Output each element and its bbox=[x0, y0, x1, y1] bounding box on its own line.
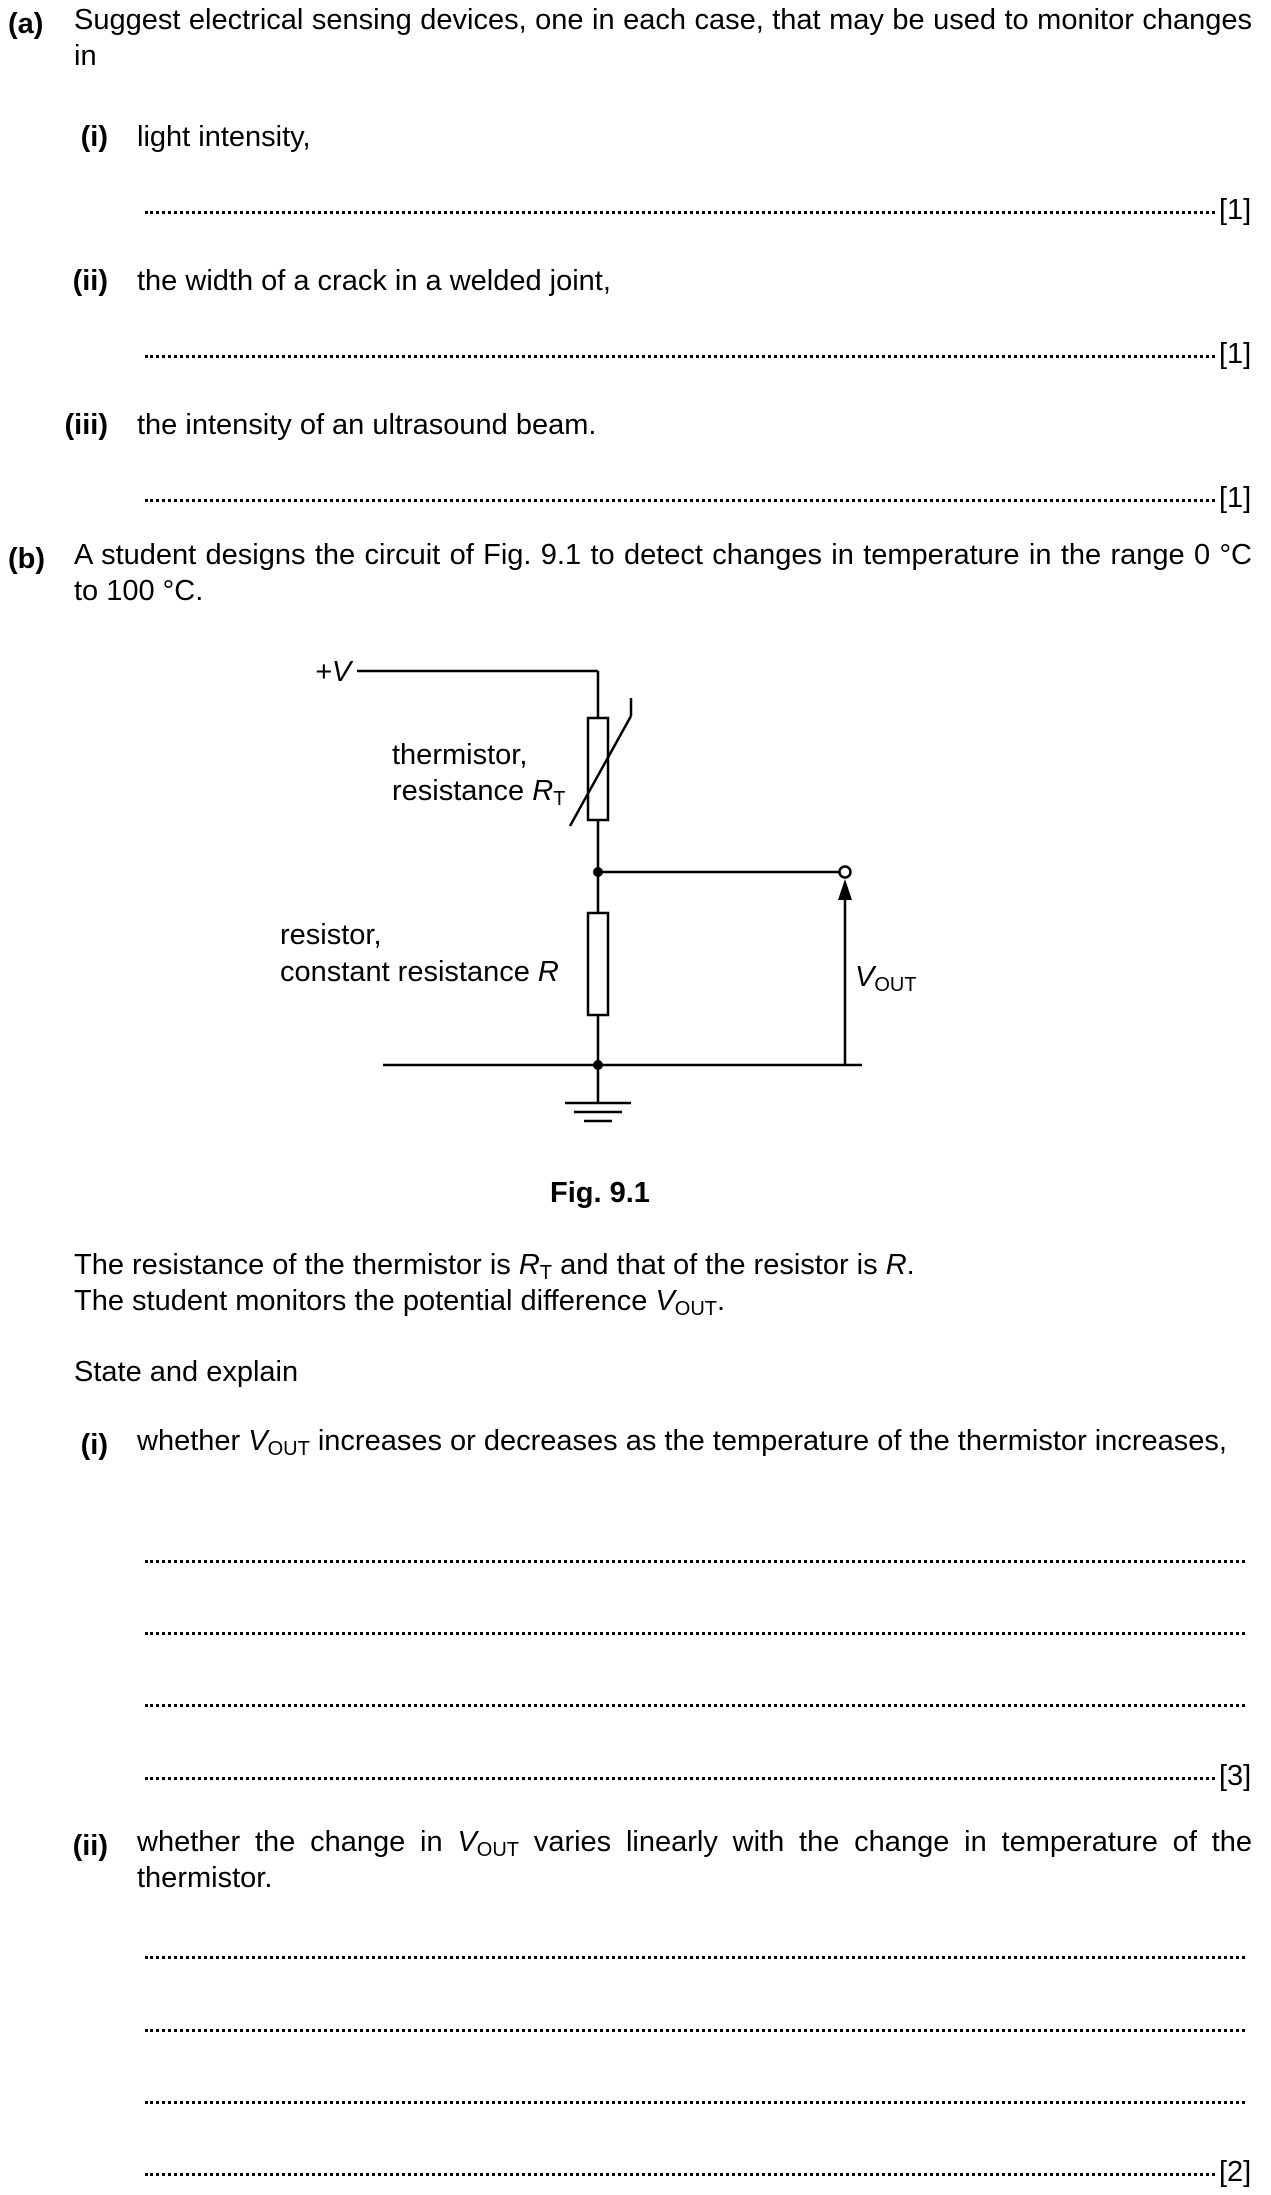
mark-a-i: [1] bbox=[1219, 194, 1252, 226]
part-a-i-text: light intensity, bbox=[137, 121, 311, 153]
vout-label: $V_{OUT}$ bbox=[855, 961, 917, 996]
mark-a-ii: [1] bbox=[1219, 338, 1252, 370]
part-b-i-num: (i) bbox=[80, 1429, 108, 1461]
part-a-iii-text: the intensity of an ultrasound beam. bbox=[137, 409, 597, 441]
answer-line-b-ii-1[interactable] bbox=[145, 1956, 1245, 1959]
part-a-iii-num: (iii) bbox=[64, 409, 108, 441]
thermistor-symbol bbox=[588, 718, 608, 820]
thermistor-label-2: resistance $R_T$ bbox=[392, 775, 566, 810]
mark-b-i: [3] bbox=[1219, 1760, 1252, 1792]
output-terminal bbox=[840, 867, 851, 878]
mark-b-ii: [2] bbox=[1219, 2156, 1252, 2188]
answer-line-b-i-2[interactable] bbox=[145, 1632, 1245, 1635]
mark-a-iii: [1] bbox=[1219, 482, 1252, 514]
answer-line-b-ii-2[interactable] bbox=[145, 2029, 1245, 2032]
figure-caption: Fig. 9.1 bbox=[550, 1177, 650, 1209]
resistor-symbol bbox=[588, 913, 608, 1015]
thermistor-label-1: thermistor, bbox=[392, 739, 528, 771]
answer-line-b-ii-3[interactable] bbox=[145, 2101, 1245, 2104]
part-b-i-text: whether $V_{OUT}$ increases or decreases as the temperature of the thermistor increases, bbox=[137, 1425, 1227, 1460]
part-a-label: (a) bbox=[8, 8, 44, 40]
answer-line-b-ii-4[interactable] bbox=[145, 2173, 1215, 2176]
part-a-ii-num: (ii) bbox=[72, 265, 108, 297]
vout-arrow-head bbox=[838, 879, 852, 900]
part-a-intro: Suggest electrical sensing devices, one in each case, that may be used to monitor changes in bbox=[74, 4, 1252, 72]
answer-line-b-i-3[interactable] bbox=[145, 1704, 1245, 1707]
part-a-ii-text: the width of a crack in a welded joint, bbox=[137, 265, 611, 297]
answer-line-b-i-4[interactable] bbox=[145, 1777, 1215, 1780]
resistor-label-1: resistor, bbox=[280, 919, 382, 951]
state-and-explain-prompt: State and explain bbox=[74, 1356, 299, 1388]
supply-label: +V bbox=[315, 656, 352, 688]
junction-dot-bottom bbox=[593, 1060, 603, 1070]
description-line-2: The student monitors the potential difference $V_{OUT}$. bbox=[74, 1285, 726, 1320]
resistor-label-2: constant resistance R bbox=[280, 956, 559, 988]
answer-line-b-i-1[interactable] bbox=[145, 1560, 1245, 1563]
part-b-ii-text: whether the change in $V_{OUT}$ varies linearly with the change in temperature of the thermistor. bbox=[137, 1826, 1252, 1894]
part-a-i-num: (i) bbox=[80, 121, 108, 153]
part-b-label: (b) bbox=[8, 543, 46, 575]
part-b-ii-num: (ii) bbox=[72, 1830, 108, 1862]
part-b-intro: A student designs the circuit of Fig. 9.1 to detect changes in temperature in the range 0 °C to 100 °C. bbox=[74, 539, 1252, 607]
description-line-1: The resistance of the thermistor is $R_T$ and that of the resistor is R. bbox=[74, 1249, 915, 1284]
